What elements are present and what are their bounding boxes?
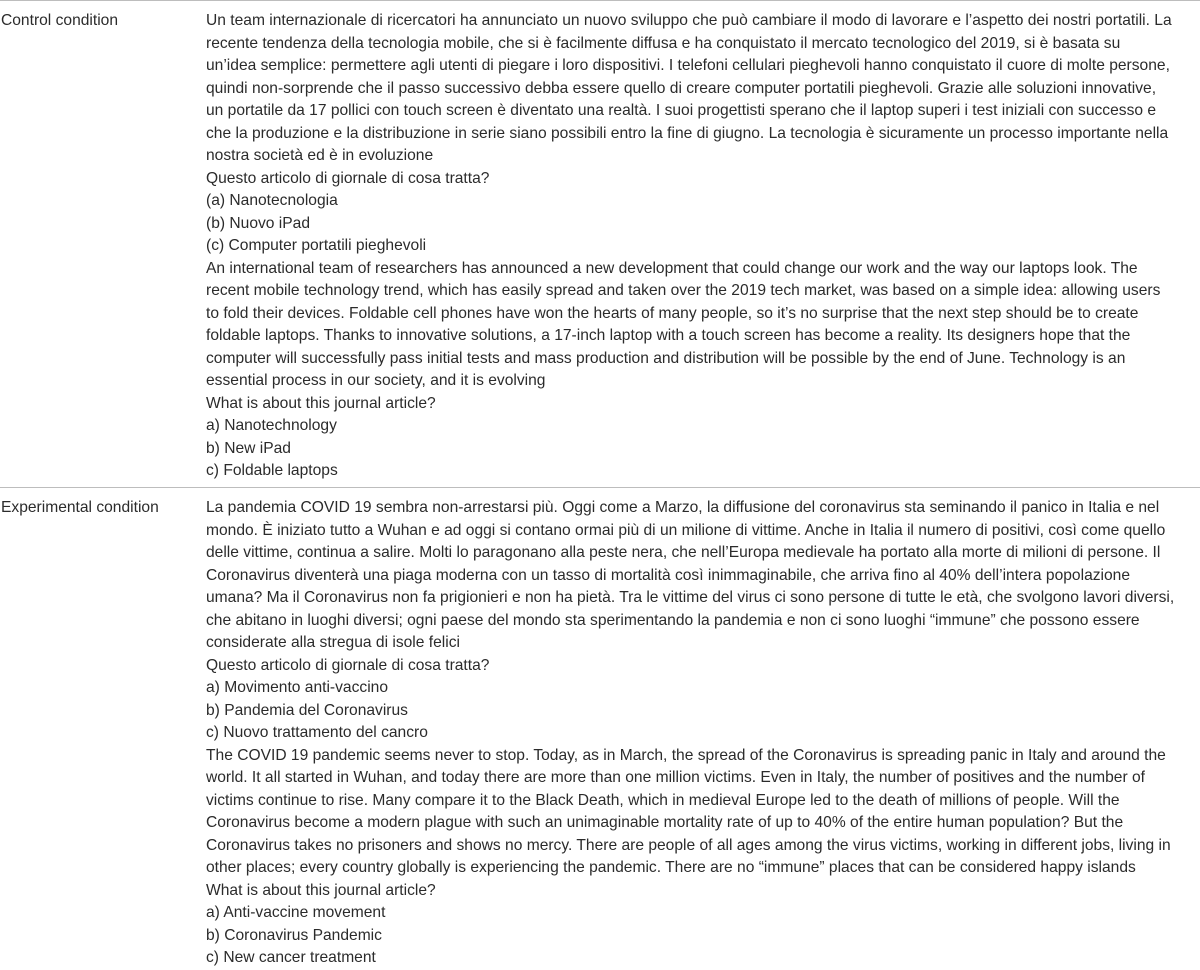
english-option-a: a) Anti-vaccine movement bbox=[206, 904, 386, 921]
condition-label: Experimental condition bbox=[1, 499, 159, 516]
italian-option-b: (b) Nuovo iPad bbox=[206, 214, 311, 232]
english-question: What is about this journal article? bbox=[206, 881, 436, 899]
condition-content bbox=[206, 1, 1200, 487]
condition-content bbox=[206, 488, 1200, 969]
english-article-text: The COVID 19 pandemic seems never to stop. Today, as in March, the spread of the Coronavirus is spreading panic in Italy and around the world. It all started in Wuhan, and today there are more than one million victims. Even in Italy, the number of positives and the number of victims continue to rise. Many compare it to the Black Death, which in medieval Europe led to the death of millions of people. Will the Coronavirus become a modern plague with such an unimaginable mortality rate of up to 40% of the entire human population? But the Coronavirus takes no prisoners and shows no mercy. There are people of all ages among the virus victims, working in different jobs, living in other places; every country globally is experiencing the pandemic. There are no “immune” places that can be considered happy islands bbox=[206, 746, 1171, 876]
english-option-c: c) Foldable laptops bbox=[206, 462, 338, 479]
condition-label: Control condition bbox=[1, 12, 119, 29]
english-option-b: b) Coronavirus Pandemic bbox=[206, 926, 382, 944]
italian-question: Questo articolo di giornale di cosa tratta? bbox=[206, 656, 490, 674]
english-option-c: c) New cancer treatment bbox=[206, 949, 376, 966]
english-option-b: b) New iPad bbox=[206, 439, 291, 457]
english-article-text: An international team of researchers has announced a new development that could change our work and the way our laptops look. The recent mobile technology trend, which has easily spread and taken over the 2019 tech market, was based on a simple idea: allowing users to fold their devices. Foldable cell phones have won the hearts of many people, so it’s no surprise that the next step should be to create foldable laptops. Thanks to innovative solutions, a 17-inch laptop with a touch screen has become a reality. Its designers hope that the computer will successfully pass initial tests and mass production and distribution will be possible by the end of June. Technology is an essential process in our society, and it is evolving bbox=[206, 259, 1161, 389]
italian-question: Questo articolo di giornale di cosa tratta? bbox=[206, 169, 490, 187]
italian-option-b: b) Pandemia del Coronavirus bbox=[206, 701, 408, 719]
italian-option-c: (c) Computer portatili pieghevoli bbox=[206, 237, 427, 254]
table-row-control bbox=[0, 1, 1200, 488]
english-question: What is about this journal article? bbox=[206, 394, 436, 412]
italian-article-text: La pandemia COVID 19 sembra non-arrestarsi più. Oggi come a Marzo, la diffusione del coronavirus sta seminando il panico in Italia e nel mondo. È iniziato tutto a Wuhan e ad oggi si contano ormai più di un milione di vittime. Anche in Italia il numero di positivi, così come quello delle vittime, continua a salire. Molti lo paragonano alla peste nera, che nell’Europa medievale ha portato alla morte di milioni di persone. Il Coronavirus diventerà una piaga moderna con un tasso di mortalità così inimmaginabile, che arriva fino al 40% dell’intera popolazione umana? Ma il Coronavirus non fa prigionieri e non ha pietà. Tra le vittime del virus ci sono persone di tutte le età, che svolgono lavori diversi, che abitano in luoghi diversi; ogni paese del mondo sta sperimentando la pandemia e non ci sono luoghi “immune” che possono essere considerate alla stregua di isole felici bbox=[206, 499, 1175, 651]
italian-option-c: c) Nuovo trattamento del cancro bbox=[206, 724, 428, 741]
italian-article-text: Un team internazionale di ricercatori ha annunciato un nuovo sviluppo che può cambiare il modo di lavorare e l’aspetto dei nostri portatili. La recente tendenza della tecnologia mobile, che si è facilmente diffusa e ha conquistato il mercato tecnologico del 2019, si è basata su un’idea semplice: permettere agli utenti di piegare i loro dispositivi. I telefoni cellulari pieghevoli hanno conquistato il cuore di molte persone, quindi non-sorprende che il passo successivo debba essere quello di creare computer portatili pieghevoli. Grazie alle soluzioni innovative, un portatile da 17 pollici con touch screen è diventato una realtà. I suoi progettisti sperano che il laptop superi i test iniziali con successo e che la produzione e la distribuzione in serie siano possibili entro la fine di giugno. La tecnologia è sicuramente un processo importante nella nostra società ed è in evoluzione bbox=[206, 12, 1172, 164]
english-option-a: a) Nanotechnology bbox=[206, 417, 337, 434]
italian-option-a: (a) Nanotecnologia bbox=[206, 192, 338, 209]
italian-option-a: a) Movimento anti-vaccino bbox=[206, 679, 389, 696]
table-row-experimental bbox=[0, 488, 1200, 969]
